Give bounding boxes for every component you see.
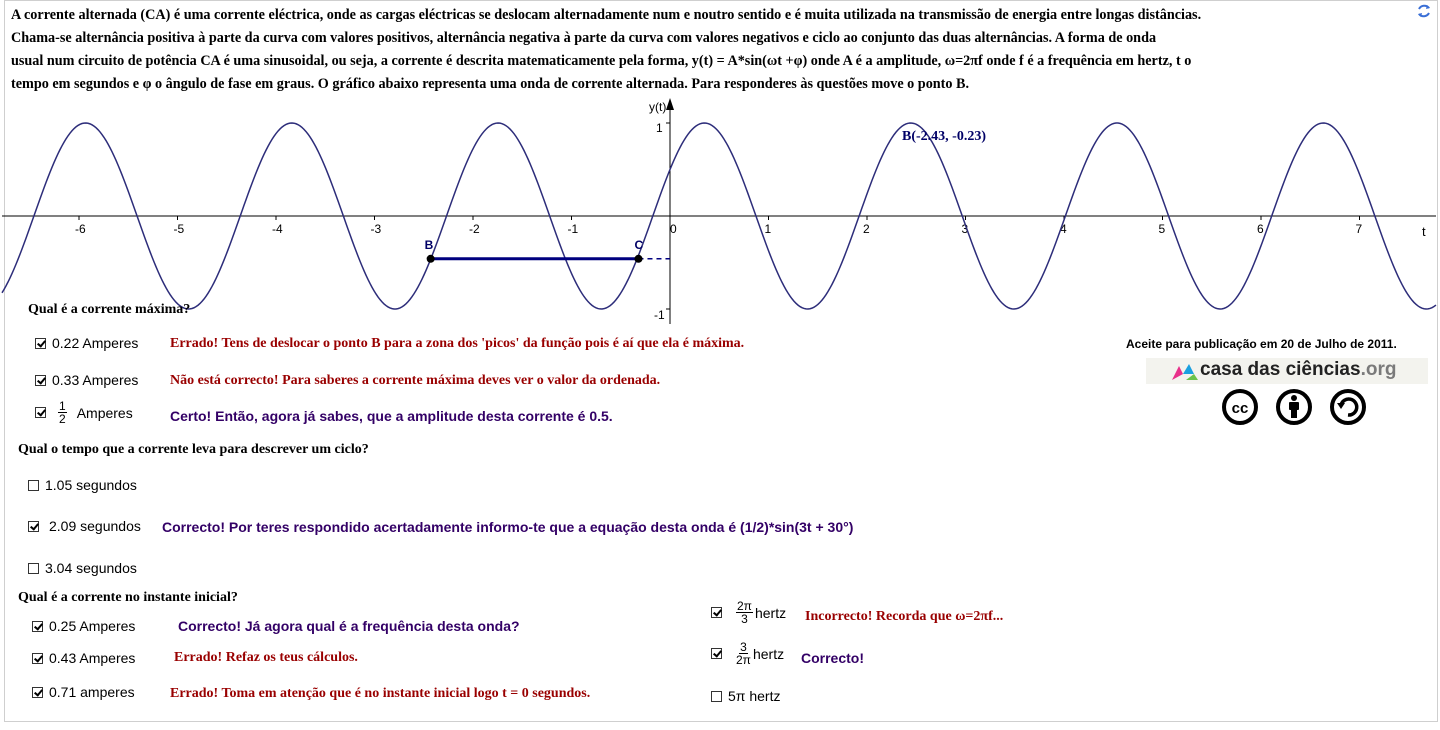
x-tick-label: 5 (1158, 222, 1166, 236)
x-tick-label: -5 (173, 222, 185, 236)
option-label: 0.71 amperes (49, 684, 135, 700)
x-tick-label: 6 (1257, 222, 1264, 236)
feedback-initial-025: Correcto! Já agora qual é a frequência desta onda? (178, 618, 520, 634)
checkbox[interactable] (28, 480, 39, 491)
x-tick-label: 1 (764, 222, 772, 236)
option-label: 0.22 Amperes (52, 335, 139, 351)
x-axis-label: t (1422, 224, 1426, 239)
option-initial-071[interactable] (32, 684, 135, 700)
intro-line: tempo em segundos e φ o ângulo de fase em graus. O gráfico abaixo representa uma onda de corrente alternada. Para responderes às questões move o ponto B. (11, 76, 970, 92)
x-tick-label: 2 (863, 222, 870, 236)
option-cycle-304[interactable] (28, 560, 137, 576)
option-label: 5π hertz (728, 688, 781, 704)
x-tick-label: -2 (469, 222, 480, 236)
x-tick-label: 0 (670, 222, 677, 236)
feedback-initial-043: Errado! Refaz os teus cálculos. (174, 650, 358, 665)
option-freq-5pi[interactable] (711, 688, 780, 704)
creative-commons-icons (1222, 389, 1372, 425)
x-tick-label: -4 (272, 222, 283, 236)
attribution-icon (1278, 391, 1310, 423)
y-axis-label: y(t) (649, 100, 667, 114)
option-unit: Amperes (76, 404, 133, 421)
feedback-freq-2pi-3: Incorrecto! Recorda que ω=2πf... (805, 609, 1004, 624)
intro-line: Chama-se alternância positiva à parte da curva com valores positivos, alternância negativa à parte da curva com valores negativos e ciclo ao conjunto das duas alternâncias. A forma de onda (11, 30, 1157, 46)
checkbox[interactable] (35, 375, 46, 386)
checkbox[interactable] (28, 563, 39, 574)
option-label: 3.04 segundos (45, 560, 137, 576)
option-label: 0.43 Amperes (49, 650, 136, 666)
option-freq-2pi-3[interactable] (711, 600, 786, 625)
option-label: 0.25 Amperes (49, 618, 136, 634)
refresh-icon[interactable] (1416, 3, 1432, 19)
option-max-033[interactable] (35, 372, 138, 388)
fraction: $\frac{1}{2}$ (59, 399, 66, 426)
point-b-label: B (424, 237, 434, 252)
option-max-022[interactable] (35, 335, 138, 351)
option-initial-025[interactable] (32, 618, 135, 634)
option-unit: hertz (752, 645, 785, 662)
question-initial-current: Qual é a corrente no instante inicial? (18, 590, 238, 605)
option-unit: hertz (754, 604, 787, 621)
x-tick-label: 7 (1355, 222, 1363, 236)
question-max-current: Qual é a corrente máxima? (28, 302, 191, 317)
x-tick-label: -6 (75, 222, 86, 236)
checkbox[interactable] (32, 687, 43, 698)
checkbox[interactable] (35, 338, 46, 349)
wave-graph[interactable] (0, 96, 1440, 326)
option-initial-043[interactable] (32, 650, 135, 666)
checkbox[interactable] (711, 607, 722, 618)
feedback-max-022: Errado! Tens de deslocar o ponto B para a zona dos 'picos' da função pois é aí que ela é máxima. (170, 336, 745, 351)
checkbox[interactable] (711, 648, 722, 659)
share-alike-icon (1332, 391, 1364, 423)
y-axis-arrow (666, 98, 674, 110)
casa-das-ciencias-logo-icon (1170, 362, 1200, 382)
feedback-max-half: Certo! Então, agora já sabes, que a amplitude desta corrente é 0.5. (170, 408, 613, 424)
option-cycle-209[interactable] (28, 518, 141, 534)
feedback-freq-3-2pi: Correcto! (801, 650, 865, 666)
question-cycle-time: Qual o tempo que a corrente leva para descrever um ciclo? (18, 442, 369, 457)
option-label: 0.33 Amperes (52, 372, 139, 388)
casa-das-ciencias-logo[interactable]: casa das ciências.org (1200, 359, 1397, 380)
point-b[interactable] (427, 255, 435, 263)
y-tick-label: 1 (656, 121, 663, 135)
cc-icon (1224, 391, 1256, 423)
checkbox[interactable] (28, 521, 39, 532)
option-freq-3-2pi[interactable] (711, 641, 784, 666)
checkbox[interactable] (32, 621, 43, 632)
publication-note: Aceite para publicação em 20 de Julho de 2011. (1126, 337, 1397, 351)
feedback-cycle-209: Correcto! Por teres respondido acertadamente informo-te que a equação desta onda é (1/2)*sin(3t + 30°) (162, 519, 854, 535)
checkbox[interactable] (35, 407, 46, 418)
point-c-label: C (634, 237, 644, 252)
intro-text (11, 4, 1411, 96)
point-c (634, 255, 642, 263)
svg-text:cc: cc (1231, 400, 1249, 417)
option-label: 2.09 segundos (49, 518, 141, 534)
option-cycle-105[interactable] (28, 477, 137, 493)
feedback-initial-071: Errado! Toma em atenção que é no instante inicial logo t = 0 segundos. (170, 686, 591, 701)
option-label: 1.05 segundos (45, 477, 137, 493)
checkbox[interactable] (711, 691, 722, 702)
checkbox[interactable] (32, 653, 43, 664)
fraction: $\frac{3}{2\pi}$ (736, 640, 751, 667)
y-tick-label: -1 (654, 308, 665, 322)
x-tick-label: 4 (1060, 222, 1067, 236)
intro-line: usual num circuito de potência CA é uma sinusoidal, ou seja, a corrente é descrita matematicamente pela forma, y(t) = A*sin(ωt +φ) onde A é a amplitude, ω=2πf onde f é a frequência em hertz, t o (11, 53, 1192, 69)
x-tick-label: -3 (370, 222, 382, 236)
point-b-readout: B(-2.43, -0.23) (902, 129, 986, 144)
option-max-half[interactable] (35, 400, 133, 425)
intro-line: A corrente alternada (CA) é uma corrente eléctrica, onde as cargas eléctricas se deslocam alternadamente num e noutro sentido e é muita utilizada na transmissão de energia entre longas distâncias. (11, 7, 1202, 23)
x-tick-label: -1 (567, 222, 579, 236)
x-tick-label: 3 (961, 222, 969, 236)
fraction: $\frac{2\pi}{3}$ (737, 599, 752, 626)
feedback-max-033: Não está correcto! Para saberes a corrente máxima deves ver o valor da ordenada. (170, 373, 661, 388)
